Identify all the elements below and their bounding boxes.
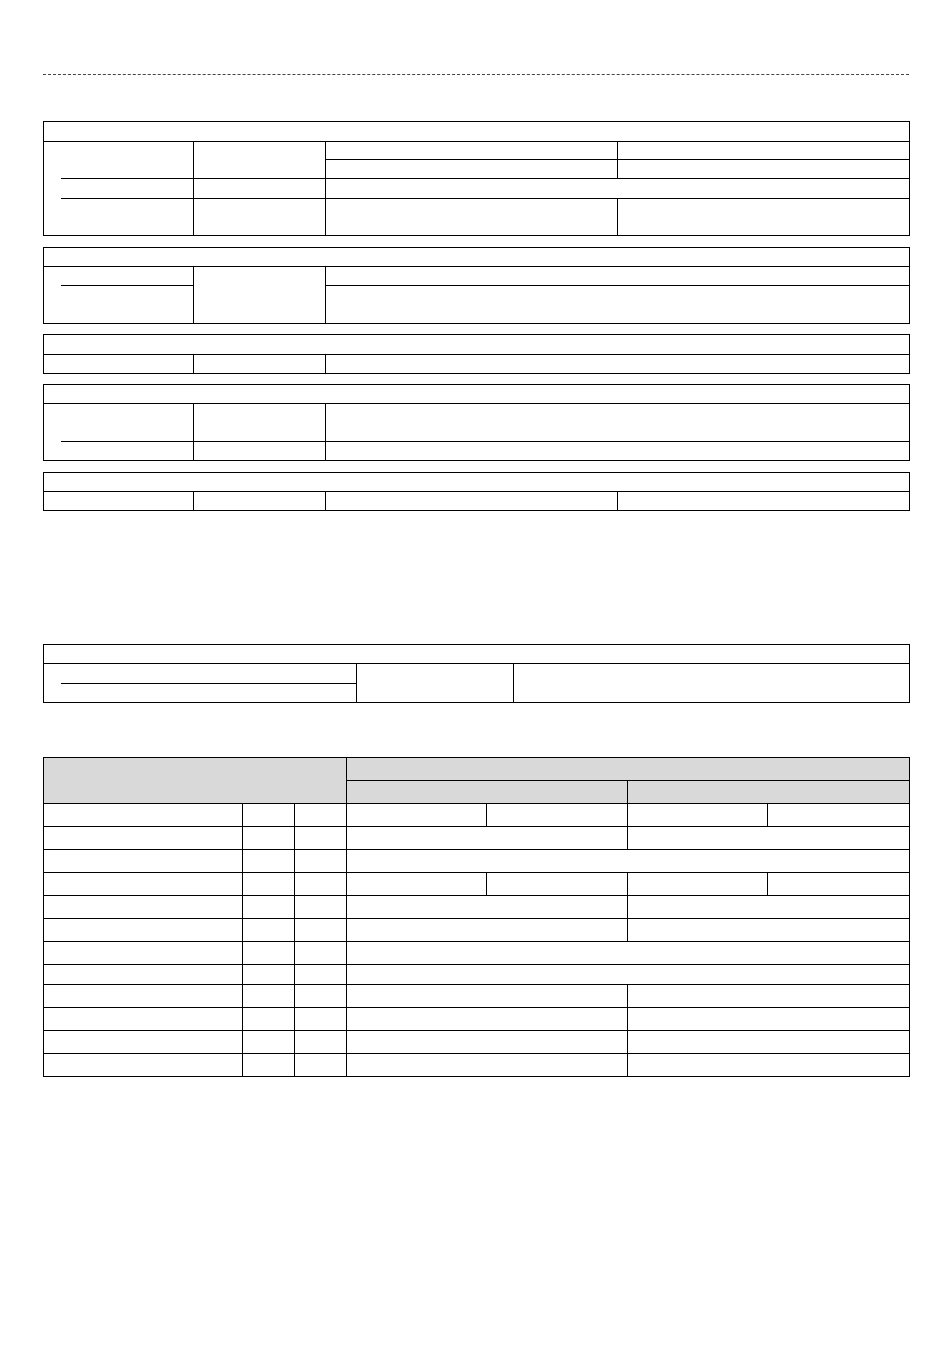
grid-cell bbox=[243, 1031, 295, 1054]
grid-cell bbox=[44, 965, 243, 985]
indent-rule bbox=[61, 683, 356, 684]
grid-cell bbox=[243, 827, 295, 850]
grid-cell bbox=[628, 873, 768, 896]
block-4-value-cell bbox=[194, 442, 326, 461]
grid-sub-header bbox=[347, 781, 628, 804]
indent-rule bbox=[61, 285, 193, 286]
grid-cell bbox=[44, 942, 243, 965]
form-block-3 bbox=[43, 334, 910, 374]
grid-cell bbox=[347, 1008, 628, 1031]
summary-value-cell bbox=[357, 664, 514, 703]
block-1-label-cell bbox=[44, 142, 194, 236]
table-row bbox=[44, 850, 910, 873]
grid-cell bbox=[44, 919, 243, 942]
summary-label-cell bbox=[44, 664, 357, 684]
grid-cell bbox=[295, 1008, 347, 1031]
table-row bbox=[44, 942, 910, 965]
grid-cell bbox=[347, 896, 628, 919]
grid-cell bbox=[295, 896, 347, 919]
grid-sub-header bbox=[628, 781, 910, 804]
block-3-title bbox=[44, 335, 910, 355]
grid-cell bbox=[44, 896, 243, 919]
block-1-value-cell bbox=[194, 179, 326, 199]
grid-cell bbox=[628, 1054, 910, 1077]
dashed-divider bbox=[43, 74, 909, 75]
grid-cell bbox=[243, 1008, 295, 1031]
table-row bbox=[44, 804, 910, 827]
block-5-field bbox=[326, 492, 618, 511]
grid-cell bbox=[347, 1031, 628, 1054]
grid-header bbox=[347, 758, 910, 781]
grid-corner-header bbox=[44, 758, 347, 804]
block-1-field bbox=[326, 160, 618, 179]
block-2-label-cell bbox=[44, 286, 194, 324]
block-2-value-cell bbox=[194, 267, 326, 324]
grid-cell bbox=[243, 965, 295, 985]
grid-cell bbox=[628, 827, 910, 850]
block-1-value-cell bbox=[194, 199, 326, 236]
indent-rule bbox=[61, 198, 193, 199]
grid-cell bbox=[243, 1054, 295, 1077]
grid-cell bbox=[628, 985, 910, 1008]
block-1-field bbox=[326, 199, 618, 236]
grid-cell bbox=[347, 804, 487, 827]
grid-cell bbox=[347, 873, 487, 896]
grid-cell bbox=[628, 896, 910, 919]
block-1-field-wide bbox=[326, 179, 910, 199]
block-5-value-cell bbox=[194, 492, 326, 511]
grid-cell bbox=[243, 850, 295, 873]
grid-cell bbox=[243, 896, 295, 919]
grid-cell bbox=[628, 804, 768, 827]
table-row bbox=[44, 919, 910, 942]
block-5-field bbox=[618, 492, 910, 511]
block-2-label-cell bbox=[44, 267, 194, 286]
block-3-field bbox=[326, 355, 910, 374]
grid-cell bbox=[628, 1008, 910, 1031]
grid-cell bbox=[628, 919, 910, 942]
grid-cell bbox=[347, 919, 628, 942]
table-row bbox=[44, 1031, 910, 1054]
block-1-title bbox=[44, 122, 910, 142]
table-row bbox=[44, 827, 910, 850]
indent-rule bbox=[61, 178, 193, 179]
block-5-label-cell bbox=[44, 492, 194, 511]
grid-cell bbox=[347, 985, 628, 1008]
grid-cell bbox=[768, 873, 910, 896]
grid-cell bbox=[44, 804, 243, 827]
block-1-value-cell bbox=[194, 142, 326, 179]
block-4-field bbox=[326, 442, 910, 461]
grid-cell bbox=[347, 1054, 628, 1077]
grid-cell bbox=[487, 873, 628, 896]
summary-title bbox=[44, 645, 910, 664]
grid-cell bbox=[243, 804, 295, 827]
grid-table bbox=[43, 757, 910, 1077]
form-block-5 bbox=[43, 472, 910, 511]
grid-cell bbox=[295, 873, 347, 896]
table-row bbox=[44, 873, 910, 896]
grid-cell bbox=[295, 804, 347, 827]
table-row bbox=[44, 896, 910, 919]
summary-table bbox=[43, 644, 910, 703]
grid-cell bbox=[628, 1031, 910, 1054]
grid-cell bbox=[487, 804, 628, 827]
block-3-value-cell bbox=[194, 355, 326, 374]
grid-cell bbox=[295, 965, 347, 985]
grid-cell bbox=[243, 942, 295, 965]
grid-cell bbox=[44, 873, 243, 896]
block-1-field bbox=[618, 160, 910, 179]
table-row bbox=[44, 1054, 910, 1077]
grid-cell bbox=[347, 850, 910, 873]
summary-field bbox=[514, 664, 910, 703]
block-2-field bbox=[326, 267, 910, 286]
grid-cell bbox=[347, 827, 628, 850]
grid-cell bbox=[243, 873, 295, 896]
grid-cell bbox=[295, 1054, 347, 1077]
grid-cell bbox=[295, 850, 347, 873]
summary-label-cell bbox=[44, 684, 357, 703]
grid-cell bbox=[243, 919, 295, 942]
grid-cell bbox=[44, 1054, 243, 1077]
grid-cell bbox=[295, 985, 347, 1008]
grid-cell bbox=[44, 827, 243, 850]
grid-cell bbox=[243, 985, 295, 1008]
form-block-4 bbox=[43, 384, 910, 461]
grid-cell bbox=[295, 827, 347, 850]
grid-cell bbox=[347, 942, 910, 965]
block-2-title bbox=[44, 248, 910, 267]
table-row bbox=[44, 965, 910, 985]
block-4-label-cell bbox=[44, 404, 194, 442]
block-1-field bbox=[618, 199, 910, 236]
grid-cell bbox=[44, 1031, 243, 1054]
indent-rule bbox=[61, 441, 193, 442]
grid-cell bbox=[44, 1008, 243, 1031]
table-row bbox=[44, 1008, 910, 1031]
block-1-field bbox=[326, 142, 618, 160]
block-2-field bbox=[326, 286, 910, 324]
grid-cell bbox=[44, 850, 243, 873]
grid-cell bbox=[295, 919, 347, 942]
block-1-field bbox=[618, 142, 910, 160]
grid-cell bbox=[347, 965, 910, 985]
table-row bbox=[44, 985, 910, 1008]
block-4-label-cell bbox=[44, 442, 194, 461]
grid-cell bbox=[295, 1031, 347, 1054]
block-5-title bbox=[44, 473, 910, 492]
grid-cell bbox=[44, 985, 243, 1008]
block-4-field bbox=[326, 404, 910, 442]
block-3-label-cell bbox=[44, 355, 194, 374]
block-4-value-cell bbox=[194, 404, 326, 442]
block-4-title bbox=[44, 385, 910, 404]
grid-cell bbox=[295, 942, 347, 965]
grid-cell bbox=[768, 804, 910, 827]
